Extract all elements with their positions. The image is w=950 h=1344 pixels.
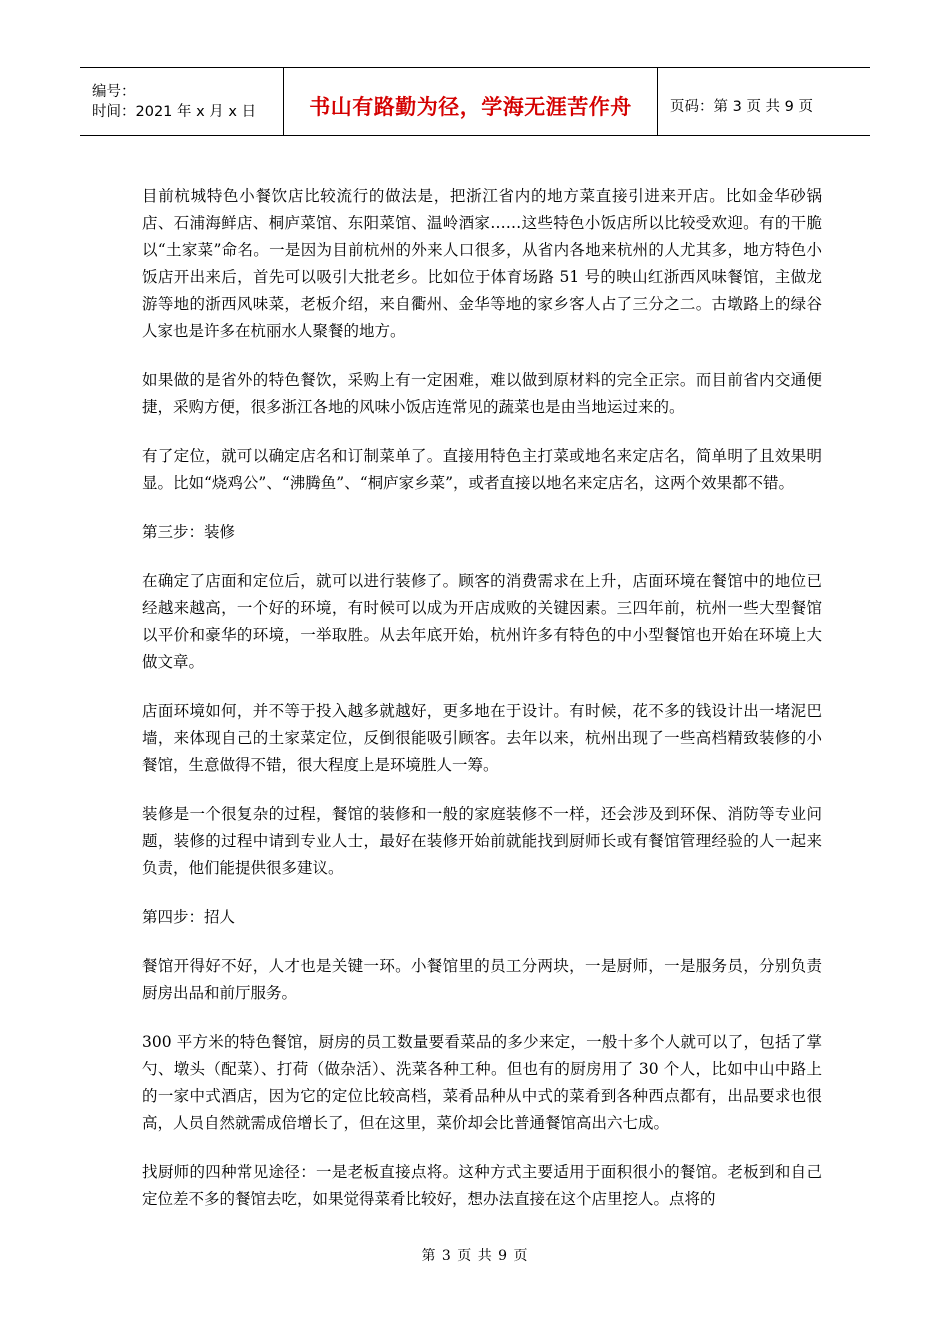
paragraph: 找厨师的四种常见途径：一是老板直接点将。这种方式主要适用于面积很小的餐馆。老板到和自己定位差不多的餐馆去吃，如果觉得菜肴比较好，想办法直接在这个店里挖人。点将的 bbox=[142, 1163, 822, 1208]
paragraph: 如果做的是省外的特色餐饮，采购上有一定困难，难以做到原材料的完全正宗。而目前省内交通便捷，采购方便，很多浙江各地的风味小饭店连常见的蔬菜也是由当地运过来的。 bbox=[142, 371, 822, 416]
page-footer: 第 3 页 共 9 页 bbox=[421, 1248, 529, 1264]
date-label: 时间：2021 年 x 月 x 日 bbox=[92, 103, 257, 120]
section-heading-step-4: 第四步：招人 bbox=[142, 908, 236, 926]
page-code: 页码：第 3 页 共 9 页 bbox=[670, 99, 813, 115]
paragraph: 目前杭城特色小餐饮店比较流行的做法是，把浙江省内的地方菜直接引进来开店。比如金华砂锅店、石浦海鲜店、桐庐菜馆、东阳菜馆、温岭酒家……这些特色小饭店所以比较受欢迎。有的干脆以“土家菜”命名。一是因为目前杭州的外来人口很多，从省内各地来杭州的人尤其多，地方特色小饭店开出来后，首先可以吸引大批老乡。比如位于体育场路 51 号的映山红浙西风味餐馆，主做龙游等地的浙西风味菜，老板介绍，来自衢州、金华等地的家乡客人占了三分之二。古墩路上的绿谷人家也是许多在杭丽水人聚餐的地方。 bbox=[142, 187, 822, 340]
header-motto-cell bbox=[284, 68, 658, 135]
paragraph: 餐馆开得好不好，人才也是关键一环。小餐馆里的员工分两块，一是厨师，一是服务员，分别负责厨房出品和前厅服务。 bbox=[142, 957, 822, 1002]
paragraph: 300 平方米的特色餐馆，厨房的员工数量要看菜品的多少来定，一般十多个人就可以了，包括了掌勺、墩头（配菜）、打荷（做杂活）、洗菜各种工种。但也有的厨房用了 30 个人，比如中山中路上的一家中式酒店，因为它的定位比较高档，菜肴品种从中式的菜肴到各种西点都有，出品要求也很高，人员自然就需成倍增长了，但在这里，菜价却会比普通餐馆高出六七成。 bbox=[142, 1033, 822, 1132]
header-page-cell bbox=[658, 68, 870, 135]
document-body bbox=[142, 183, 822, 1235]
paragraph: 有了定位，就可以确定店名和订制菜单了。直接用特色主打菜或地名来定店名，简单明了且效果明显。比如“烧鸡公”、“沸腾鱼”、“桐庐家乡菜”，或者直接以地名来定店名，这两个效果都不错。 bbox=[142, 447, 822, 492]
paragraph: 装修是一个很复杂的过程，餐馆的装修和一般的家庭装修不一样，还会涉及到环保、消防等专业问题，装修的过程中请到专业人士，最好在装修开始前就能找到厨师长或有餐馆管理经验的人一起来负责，他们能提供很多建议。 bbox=[142, 805, 822, 877]
paragraph: 店面环境如何，并不等于投入越多就越好，更多地在于设计。有时候，花不多的钱设计出一堵泥巴墙，来体现自己的土家菜定位，反倒很能吸引顾客。去年以来，杭州出现了一些高档精致装修的小餐馆，生意做得不错，很大程度上是环境胜人一筹。 bbox=[142, 702, 822, 774]
header-meta bbox=[80, 68, 284, 135]
motto-text: 书山有路勤为径，学海无涯苦作舟 bbox=[309, 94, 632, 119]
page-header bbox=[80, 67, 870, 136]
paragraph: 在确定了店面和定位后，就可以进行装修了。顾客的消费需求在上升，店面环境在餐馆中的地位已经越来越高，一个好的环境，有时候可以成为开店成败的关键因素。三四年前，杭州一些大型餐馆以平价和豪华的环境，一举取胜。从去年底开始，杭州许多有特色的中小型餐馆也开始在环境上大做文章。 bbox=[142, 572, 822, 671]
section-heading-step-3: 第三步：装修 bbox=[142, 523, 236, 541]
doc-number-label: 编号： bbox=[92, 83, 136, 100]
